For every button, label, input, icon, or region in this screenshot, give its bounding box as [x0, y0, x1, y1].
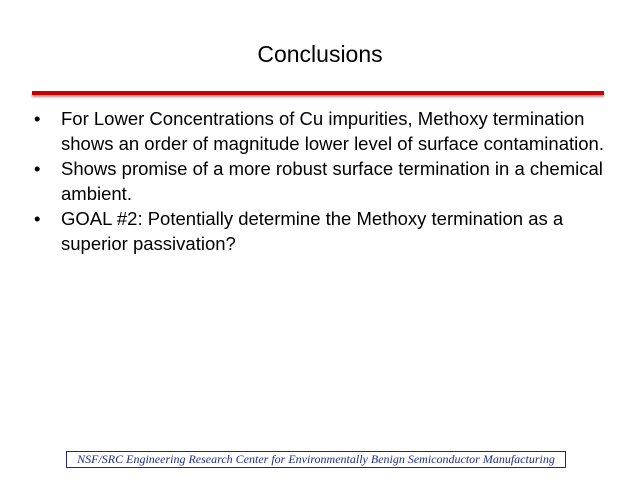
- bullet-icon: •: [34, 108, 41, 129]
- bullet-list: [34, 106, 604, 256]
- bullet-icon: •: [34, 208, 41, 229]
- bullet-item: [34, 206, 604, 256]
- title-divider: [32, 91, 604, 95]
- bullet-icon: •: [34, 158, 41, 179]
- bullet-text: Shows promise of a more robust surface termination in a chemical ambient.: [61, 158, 603, 204]
- bullet-text: For Lower Concentrations of Cu impurities, Methoxy termination shows an order of magnitude lower level of surface contamination.: [61, 108, 604, 154]
- slide-title: Conclusions: [257, 41, 383, 67]
- bullet-item: [34, 106, 604, 156]
- footer-banner: NSF/SRC Engineering Research Center for Environmentally Benign Semiconductor Manufacturing: [66, 451, 566, 468]
- bullet-text: GOAL #2: Potentially determine the Methoxy termination as a superior passivation?: [61, 208, 564, 254]
- bullet-item: [34, 156, 604, 206]
